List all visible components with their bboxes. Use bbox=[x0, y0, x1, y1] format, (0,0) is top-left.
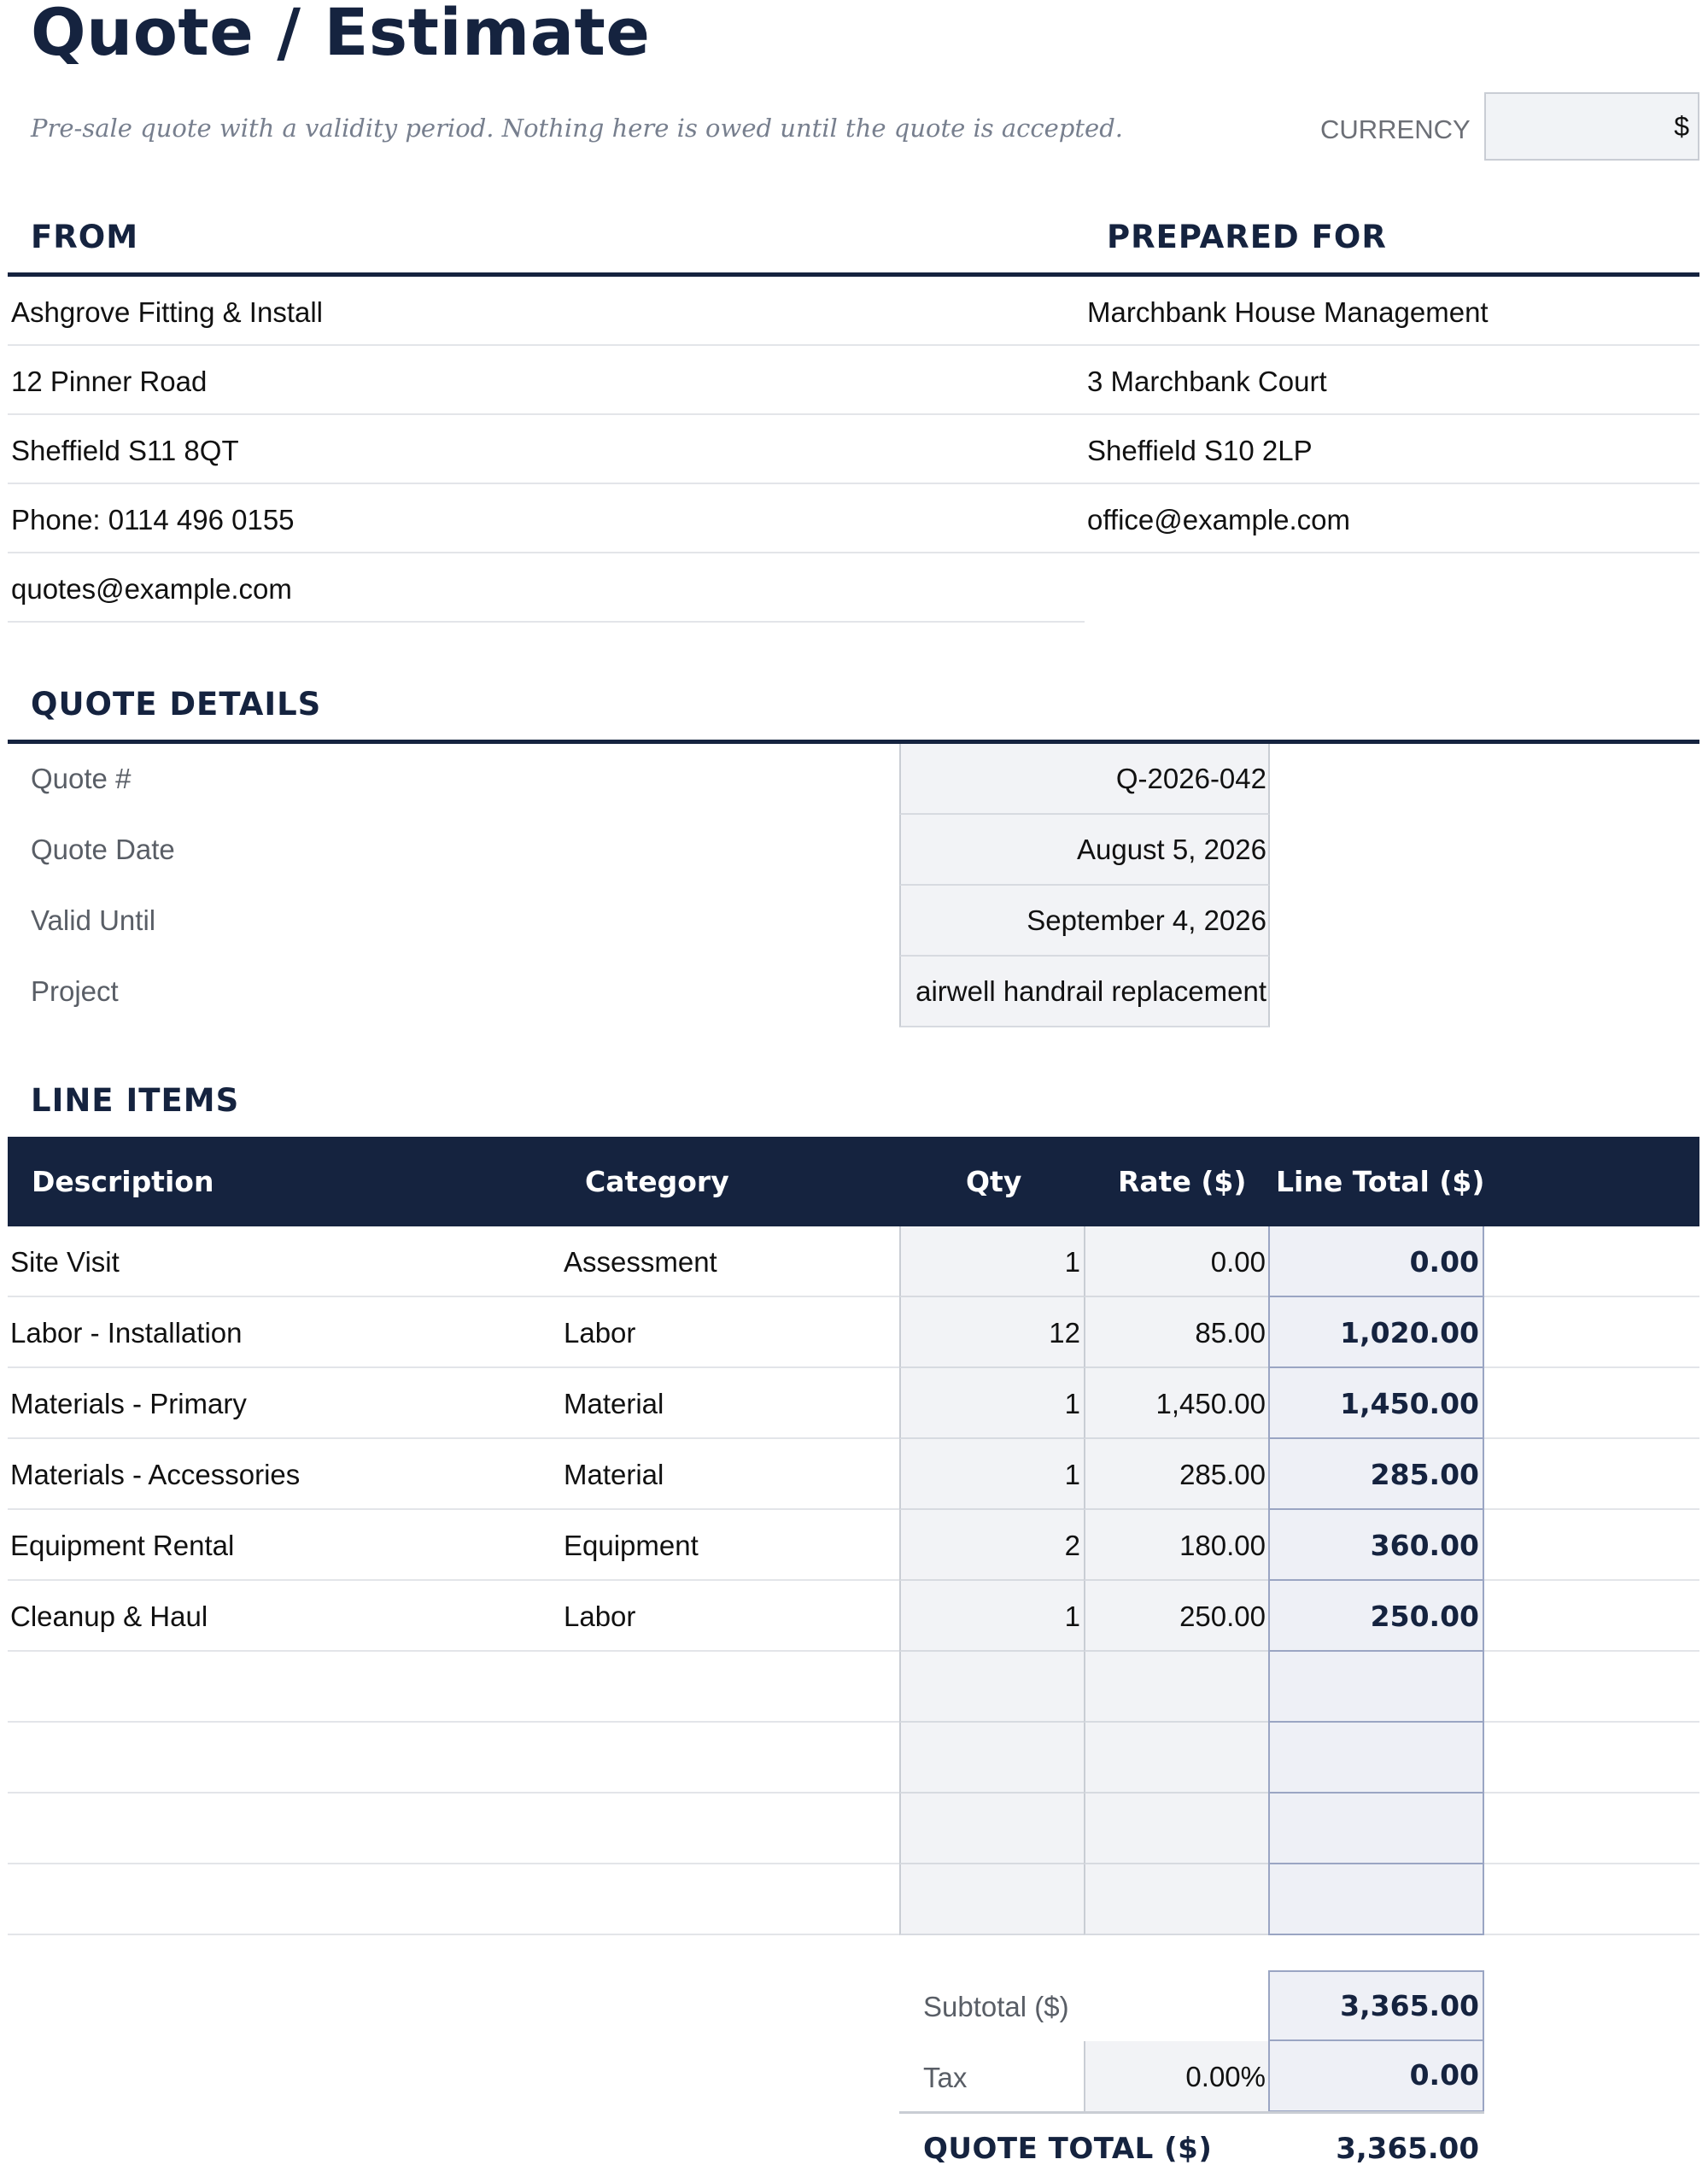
item-line-total bbox=[1268, 1864, 1484, 1935]
valid-until-field[interactable]: September 4, 2026 bbox=[899, 886, 1270, 957]
column-header-qty: Qty bbox=[966, 1165, 1022, 1198]
prepared-for-line[interactable]: office@example.com bbox=[1085, 484, 1699, 553]
item-category[interactable]: Labor bbox=[564, 1600, 636, 1632]
prepared-for-block bbox=[1085, 277, 1699, 553]
item-qty[interactable]: 12 bbox=[899, 1297, 1084, 1368]
item-line-total: 1,450.00 bbox=[1268, 1368, 1484, 1439]
table-row bbox=[8, 1368, 1699, 1439]
tax-label: Tax bbox=[923, 2062, 968, 2093]
item-category[interactable]: Assessment bbox=[564, 1246, 717, 1278]
quote-number-label: Quote # bbox=[31, 763, 132, 794]
from-line[interactable]: Ashgrove Fitting & Install bbox=[8, 277, 1085, 346]
prepared-for-line[interactable]: Sheffield S10 2LP bbox=[1085, 415, 1699, 484]
item-rate[interactable]: 1,450.00 bbox=[1084, 1368, 1268, 1439]
column-header-description: Description bbox=[32, 1165, 214, 1198]
quote-total-label: QUOTE TOTAL ($) bbox=[923, 2132, 1213, 2166]
item-category[interactable]: Labor bbox=[564, 1317, 636, 1349]
currency-label: CURRENCY bbox=[1320, 114, 1471, 144]
subtotal-label: Subtotal ($) bbox=[923, 1991, 1069, 2022]
item-rate[interactable]: 250.00 bbox=[1084, 1581, 1268, 1652]
table-row bbox=[8, 1439, 1699, 1510]
table-row bbox=[8, 1510, 1699, 1581]
subtotal-value: 3,365.00 bbox=[1268, 1970, 1484, 2041]
column-header-rate: Rate ($) bbox=[1118, 1165, 1247, 1198]
item-qty[interactable] bbox=[899, 1794, 1084, 1864]
quote-number-field[interactable]: Q-2026-042 bbox=[899, 744, 1270, 815]
item-qty[interactable] bbox=[899, 1864, 1084, 1935]
item-line-total: 360.00 bbox=[1268, 1510, 1484, 1581]
item-category[interactable]: Equipment bbox=[564, 1530, 699, 1561]
item-rate[interactable]: 180.00 bbox=[1084, 1510, 1268, 1581]
table-row bbox=[8, 1864, 1699, 1935]
table-row bbox=[8, 1723, 1699, 1794]
column-header-category: Category bbox=[585, 1165, 729, 1198]
tax-rate-field[interactable]: 0.00% bbox=[1084, 2041, 1268, 2112]
quote-date-label: Quote Date bbox=[31, 834, 175, 865]
table-row bbox=[8, 1652, 1699, 1723]
item-line-total bbox=[1268, 1794, 1484, 1864]
project-label: Project bbox=[31, 975, 119, 1007]
from-line[interactable]: 12 Pinner Road bbox=[8, 346, 1085, 415]
item-qty[interactable]: 1 bbox=[899, 1368, 1084, 1439]
prepared-for-line[interactable]: Marchbank House Management bbox=[1085, 277, 1699, 346]
quote-total-value: 3,365.00 bbox=[1336, 2132, 1479, 2166]
item-line-total: 250.00 bbox=[1268, 1581, 1484, 1652]
item-description[interactable]: Cleanup & Haul bbox=[10, 1600, 208, 1632]
item-rate[interactable]: 0.00 bbox=[1084, 1226, 1268, 1297]
item-description[interactable]: Equipment Rental bbox=[10, 1530, 235, 1561]
prepared-for-heading: PREPARED FOR bbox=[1107, 219, 1387, 255]
table-row bbox=[8, 1794, 1699, 1864]
from-line[interactable]: Phone: 0114 496 0155 bbox=[8, 484, 1085, 553]
item-rate[interactable]: 85.00 bbox=[1084, 1297, 1268, 1368]
item-qty[interactable]: 1 bbox=[899, 1439, 1084, 1510]
item-qty[interactable]: 1 bbox=[899, 1226, 1084, 1297]
from-line[interactable]: Sheffield S11 8QT bbox=[8, 415, 1085, 484]
item-qty[interactable] bbox=[899, 1723, 1084, 1794]
from-block bbox=[8, 277, 1085, 623]
item-rate[interactable]: 285.00 bbox=[1084, 1439, 1268, 1510]
column-header-line-total: Line Total ($) bbox=[1276, 1165, 1485, 1198]
item-category[interactable]: Material bbox=[564, 1388, 664, 1419]
from-line[interactable]: quotes@example.com bbox=[8, 553, 1085, 623]
prepared-for-line[interactable]: 3 Marchbank Court bbox=[1085, 346, 1699, 415]
quote-date-field[interactable]: August 5, 2026 bbox=[899, 815, 1270, 886]
valid-until-label: Valid Until bbox=[31, 904, 156, 936]
item-line-total: 1,020.00 bbox=[1268, 1297, 1484, 1368]
item-description[interactable]: Site Visit bbox=[10, 1246, 120, 1278]
table-row bbox=[8, 1226, 1699, 1297]
line-items-header bbox=[8, 1137, 1699, 1226]
table-row bbox=[8, 1297, 1699, 1368]
table-row bbox=[8, 1581, 1699, 1652]
item-qty[interactable]: 1 bbox=[899, 1581, 1084, 1652]
tax-value: 0.00 bbox=[1268, 2041, 1484, 2112]
item-line-total: 0.00 bbox=[1268, 1226, 1484, 1297]
item-qty[interactable] bbox=[899, 1652, 1084, 1723]
section-rule bbox=[8, 740, 1699, 744]
item-rate[interactable] bbox=[1084, 1652, 1268, 1723]
item-rate[interactable] bbox=[1084, 1723, 1268, 1794]
item-category[interactable]: Material bbox=[564, 1459, 664, 1490]
quote-details-heading: QUOTE DETAILS bbox=[31, 686, 322, 723]
item-rate[interactable] bbox=[1084, 1864, 1268, 1935]
project-field[interactable]: airwell handrail replacement bbox=[899, 957, 1270, 1027]
total-divider bbox=[899, 2111, 1484, 2114]
currency-input[interactable]: $ bbox=[1484, 92, 1699, 161]
page-subtitle: Pre-sale quote with a validity period. Nothing here is owed until the quote is accepted. bbox=[31, 114, 1123, 143]
item-rate[interactable] bbox=[1084, 1794, 1268, 1864]
item-qty[interactable]: 2 bbox=[899, 1510, 1084, 1581]
item-description[interactable]: Labor - Installation bbox=[10, 1317, 243, 1349]
item-description[interactable]: Materials - Accessories bbox=[10, 1459, 301, 1490]
from-heading: FROM bbox=[31, 219, 139, 255]
item-description[interactable]: Materials - Primary bbox=[10, 1388, 247, 1419]
line-items-heading: LINE ITEMS bbox=[31, 1082, 240, 1119]
page-title: Quote / Estimate bbox=[31, 0, 651, 70]
item-line-total bbox=[1268, 1723, 1484, 1794]
item-line-total bbox=[1268, 1652, 1484, 1723]
item-line-total: 285.00 bbox=[1268, 1439, 1484, 1510]
